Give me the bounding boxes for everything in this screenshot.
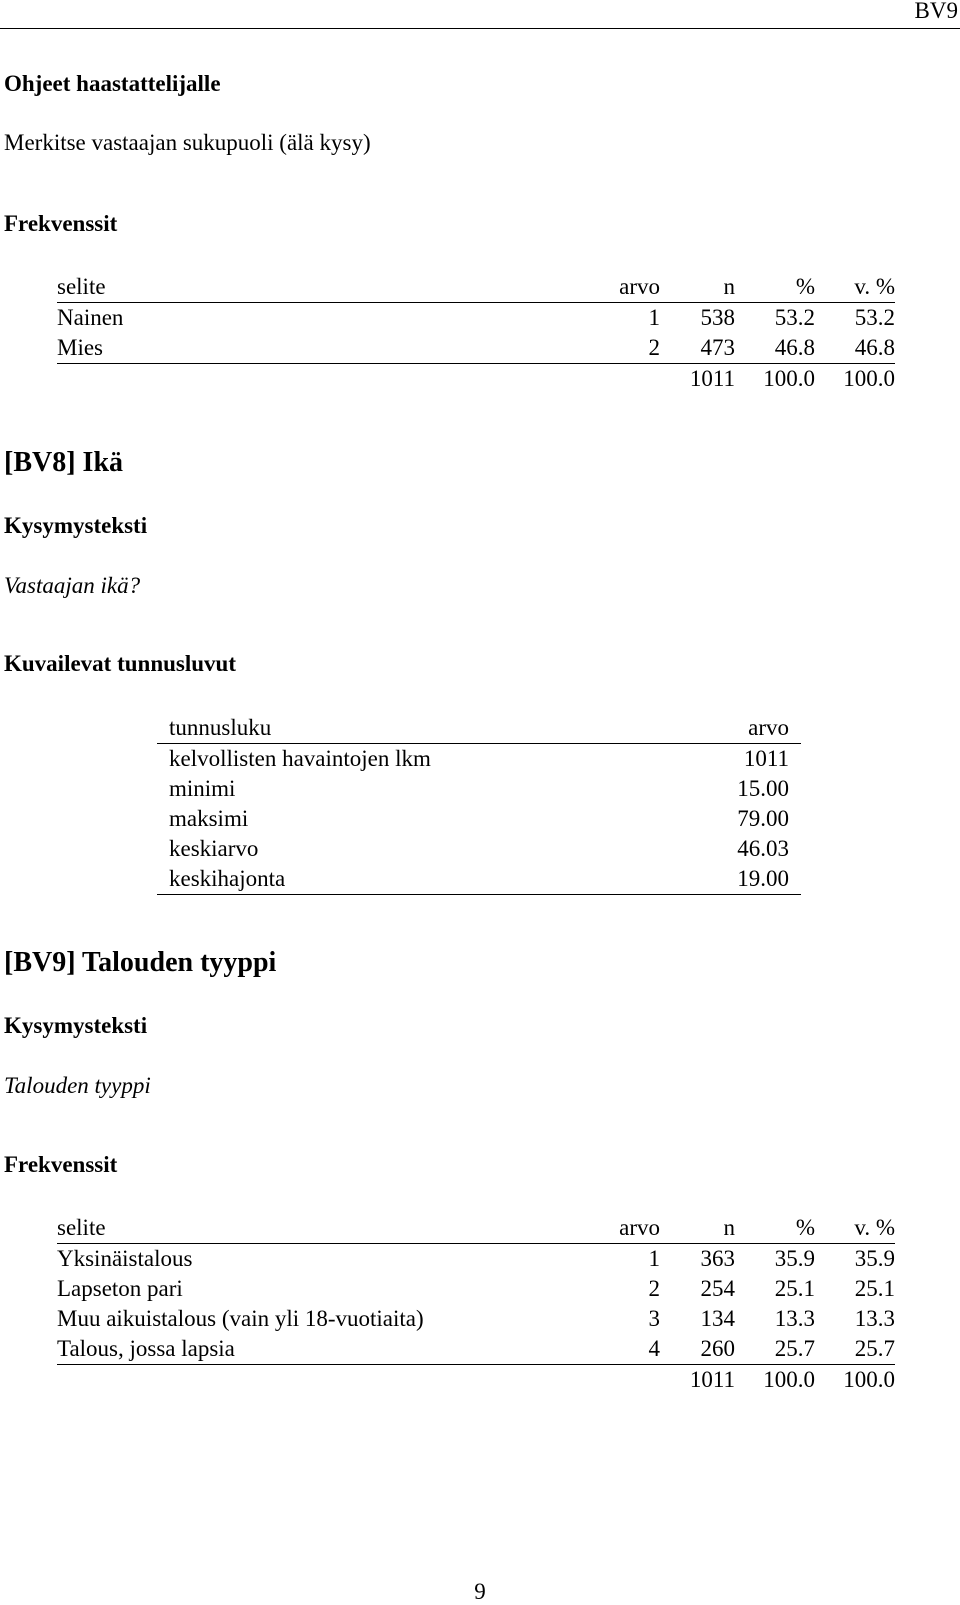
stat-label: minimi xyxy=(169,776,236,801)
total-n: 1011 xyxy=(689,366,735,391)
stat-value: 46.03 xyxy=(737,836,789,861)
table-row xyxy=(57,303,895,334)
row-arvo: 1 xyxy=(648,1246,660,1271)
row-label: Yksinäistalous xyxy=(57,1246,193,1271)
instructions-heading: Ohjeet haastattelijalle xyxy=(4,71,221,96)
row-arvo: 2 xyxy=(648,1276,660,1301)
table-row xyxy=(157,744,801,775)
stat-label: kelvollisten havaintojen lkm xyxy=(169,746,431,771)
row-label: Lapseton pari xyxy=(57,1276,183,1301)
descriptive-stats-heading: Kuvailevat tunnusluvut xyxy=(4,651,236,676)
table-header-row xyxy=(57,272,895,303)
stat-value: 19.00 xyxy=(737,866,789,891)
row-valid-percent: 13.3 xyxy=(854,1306,895,1331)
frequencies-heading: Frekvenssit xyxy=(4,211,118,236)
row-percent: 46.8 xyxy=(735,333,815,364)
row-percent: 13.3 xyxy=(774,1306,815,1331)
column-header-percent: % xyxy=(735,1213,815,1244)
row-n: 363 xyxy=(700,1246,735,1271)
row-arvo: 2 xyxy=(585,333,660,364)
row-percent: 25.7 xyxy=(735,1334,815,1365)
question-text: Vastaajan ikä? xyxy=(4,573,141,598)
column-header-selite: selite xyxy=(57,1213,585,1244)
running-header xyxy=(0,0,960,29)
column-header-arvo: arvo xyxy=(585,272,660,303)
stat-label: maksimi xyxy=(169,806,249,831)
row-valid-percent: 25.7 xyxy=(815,1334,895,1365)
row-n: 254 xyxy=(700,1276,735,1301)
section-title-bv9: [BV9] Talouden tyyppi xyxy=(4,947,277,978)
stat-value: 15.00 xyxy=(737,776,789,801)
total-row xyxy=(57,364,895,395)
row-n: 260 xyxy=(660,1334,735,1365)
row-arvo: 1 xyxy=(648,305,660,330)
row-valid-percent: 35.9 xyxy=(854,1246,895,1271)
total-percent: 100.0 xyxy=(763,366,815,391)
frequencies-heading: Frekvenssit xyxy=(4,1152,118,1177)
column-header-n: n xyxy=(660,272,735,303)
table-row xyxy=(57,1334,895,1365)
row-label: Muu aikuistalous (vain yli 18-vuotiaita) xyxy=(57,1306,424,1331)
age-stats-table xyxy=(157,713,801,895)
row-n: 473 xyxy=(660,333,735,364)
row-valid-percent: 53.2 xyxy=(854,305,895,330)
running-title: BV9 xyxy=(914,0,958,23)
household-type-frequency-table xyxy=(57,1213,895,1395)
column-header-percent: % xyxy=(735,272,815,303)
column-header-selite: selite xyxy=(57,272,585,303)
table-row xyxy=(57,1304,895,1334)
row-n: 538 xyxy=(700,305,735,330)
section-title-bv8: [BV8] Ikä xyxy=(4,447,124,478)
row-valid-percent: 46.8 xyxy=(815,333,895,364)
instruction-text: Merkitse vastaajan sukupuoli (älä kysy) xyxy=(4,130,371,155)
total-valid-percent: 100.0 xyxy=(843,1367,895,1392)
table-row xyxy=(157,774,801,804)
row-label: Nainen xyxy=(57,305,124,330)
column-header-valid-percent: v. % xyxy=(815,272,895,303)
stat-value: 79.00 xyxy=(737,806,789,831)
question-heading: Kysymysteksti xyxy=(4,513,148,538)
stat-label: keskihajonta xyxy=(169,866,286,891)
row-percent: 35.9 xyxy=(774,1246,815,1271)
row-label: Mies xyxy=(57,333,585,364)
total-row xyxy=(57,1365,895,1396)
question-text: Talouden tyyppi xyxy=(4,1073,151,1098)
column-header-arvo: arvo xyxy=(666,713,801,744)
column-header-n: n xyxy=(660,1213,735,1244)
row-percent: 25.1 xyxy=(774,1276,815,1301)
row-percent: 53.2 xyxy=(774,305,815,330)
table-row xyxy=(57,1274,895,1304)
table-row xyxy=(157,834,801,864)
gender-frequency-table xyxy=(57,272,895,394)
row-valid-percent: 25.1 xyxy=(854,1276,895,1301)
row-label: Talous, jossa lapsia xyxy=(57,1334,585,1365)
row-arvo: 4 xyxy=(585,1334,660,1365)
total-valid-percent: 100.0 xyxy=(843,366,895,391)
total-n: 1011 xyxy=(689,1367,735,1392)
table-row xyxy=(157,864,801,895)
table-row xyxy=(157,804,801,834)
column-header-arvo: arvo xyxy=(585,1213,660,1244)
row-arvo: 3 xyxy=(648,1306,660,1331)
row-n: 134 xyxy=(700,1306,735,1331)
table-row xyxy=(57,333,895,364)
stat-value: 1011 xyxy=(743,746,789,771)
stat-label: keskiarvo xyxy=(169,836,259,861)
table-row xyxy=(57,1244,895,1275)
total-percent: 100.0 xyxy=(763,1367,815,1392)
column-header-valid-percent: v. % xyxy=(815,1213,895,1244)
table-header-row xyxy=(157,713,801,744)
column-header-tunnusluku: tunnusluku xyxy=(157,713,666,744)
table-header-row xyxy=(57,1213,895,1244)
question-heading: Kysymysteksti xyxy=(4,1013,148,1038)
page-number: 9 xyxy=(474,1579,486,1604)
